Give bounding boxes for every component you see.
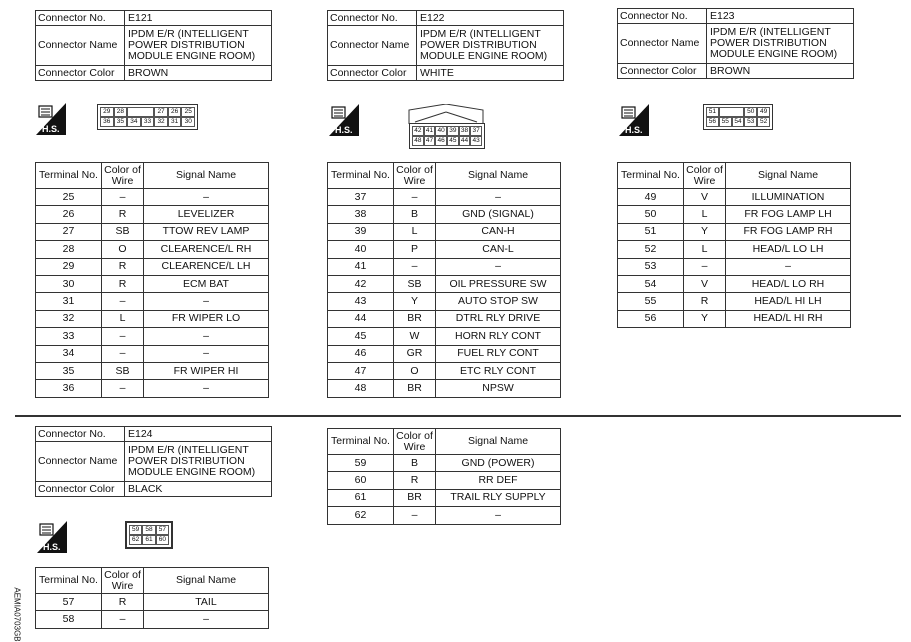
signal-name-cell: HEAD/L LO RH: [726, 275, 851, 292]
hs-label: H.S.: [43, 542, 61, 552]
signal-name-cell: CLEARENCE/L RH: [144, 241, 269, 258]
signal-name-cell: –: [436, 258, 561, 275]
connector-latch-shape: [405, 104, 487, 124]
connector-name: IPDM E/R (INTELLIGENT POWER DISTRIBUTION MODULE ENGINE ROOM): [417, 26, 564, 66]
wire-color-cell: P: [394, 241, 436, 258]
table-row: [36, 241, 269, 258]
header-terminal-no: Terminal No.: [328, 163, 394, 189]
pin-cell: 57: [156, 525, 169, 535]
figure-code: AEMIA0703GB: [12, 587, 22, 642]
wire-color-cell: –: [102, 328, 144, 345]
pin-cell: 30: [181, 117, 195, 127]
wire-color-cell: L: [394, 223, 436, 240]
table-row: [328, 362, 561, 379]
wire-color-cell: V: [684, 275, 726, 292]
pin-cell: 29: [100, 107, 114, 117]
pin-cell: 35: [114, 117, 128, 127]
label: Connector Color: [328, 66, 417, 81]
wire-color-cell: –: [102, 611, 144, 628]
wire-color-cell: BR: [394, 489, 436, 506]
signal-name-cell: HORN RLY CONT: [436, 328, 561, 345]
pin-cell: 40: [435, 126, 447, 136]
signal-name-cell: GND (POWER): [436, 455, 561, 472]
signal-name-cell: FR FOG LAMP LH: [726, 206, 851, 223]
label: Connector Name: [36, 442, 125, 482]
signal-name-cell: GND (SIGNAL): [436, 206, 561, 223]
terminal-no-cell: 47: [328, 362, 394, 379]
header-signal-name: Signal Name: [144, 568, 269, 594]
connector-no: E122: [417, 11, 564, 26]
wire-color-cell: Y: [394, 293, 436, 310]
table-row: [328, 241, 561, 258]
pin-cell: 61: [142, 535, 155, 545]
signal-name-cell: FUEL RLY CONT: [436, 345, 561, 362]
terminal-no-cell: 42: [328, 275, 394, 292]
label: Connector Name: [618, 24, 707, 64]
header-signal-name: Signal Name: [726, 163, 851, 189]
pin-cell: 42: [412, 126, 424, 136]
table-row: [36, 362, 269, 379]
table-row: [36, 594, 269, 611]
signal-name-cell: FR WIPER LO: [144, 310, 269, 327]
pin-cell: 59: [129, 525, 142, 535]
table-row: [36, 310, 269, 327]
terminal-no-cell: 59: [328, 455, 394, 472]
table-row: [36, 189, 269, 206]
header-color-of-wire: Color of Wire: [684, 163, 726, 189]
connector-name: IPDM E/R (INTELLIGENT POWER DISTRIBUTION MODULE ENGINE ROOM): [125, 26, 272, 66]
wire-color-cell: R: [394, 472, 436, 489]
wire-color-cell: O: [102, 241, 144, 258]
pin-cell: 27: [154, 107, 168, 117]
pin-cell: 33: [141, 117, 155, 127]
table-row: [328, 293, 561, 310]
wire-color-cell: Y: [684, 310, 726, 327]
signal-name-cell: LEVELIZER: [144, 206, 269, 223]
hs-harness-side-icon: [37, 521, 67, 553]
pin-cell: 41: [424, 126, 436, 136]
signal-name-cell: TAIL: [144, 594, 269, 611]
signal-name-cell: CAN-H: [436, 223, 561, 240]
pin-cell: 37: [470, 126, 482, 136]
terminal-no-cell: 28: [36, 241, 102, 258]
header-terminal-no: Terminal No.: [618, 163, 684, 189]
wire-color-cell: R: [102, 258, 144, 275]
table-row: [618, 241, 851, 258]
wire-color-cell: –: [394, 507, 436, 524]
signal-name-cell: HEAD/L HI LH: [726, 293, 851, 310]
connector-color: BROWN: [125, 66, 272, 81]
connector-color: BLACK: [125, 482, 272, 497]
label: Connector No.: [618, 9, 707, 24]
hs-harness-side-icon: [36, 103, 66, 135]
terminal-no-cell: 61: [328, 489, 394, 506]
table-row: [328, 189, 561, 206]
signal-name-cell: –: [436, 189, 561, 206]
connector-face-e122: [409, 123, 485, 149]
signal-name-cell: –: [144, 328, 269, 345]
wire-color-cell: R: [102, 594, 144, 611]
header-color-of-wire: Color of Wire: [102, 163, 144, 189]
pin-cell: 34: [127, 117, 141, 127]
label: Connector No.: [328, 11, 417, 26]
table-row: [36, 293, 269, 310]
pin-cell: 53: [744, 117, 757, 127]
hs-label: H.S.: [335, 125, 353, 135]
signal-name-cell: TRAIL RLY SUPPLY: [436, 489, 561, 506]
pin-cell: 43: [470, 136, 482, 146]
signal-name-cell: FR WIPER HI: [144, 362, 269, 379]
terminal-no-cell: 31: [36, 293, 102, 310]
table-row: [328, 258, 561, 275]
header-color-of-wire: Color of Wire: [102, 568, 144, 594]
terminal-no-cell: 27: [36, 223, 102, 240]
wire-color-cell: BR: [394, 380, 436, 397]
table-row: [618, 275, 851, 292]
signal-name-cell: OIL PRESSURE SW: [436, 275, 561, 292]
pin-cell: 26: [168, 107, 182, 117]
label: Connector Name: [36, 26, 125, 66]
pin-blank: [127, 107, 154, 117]
pin-cell: 36: [100, 117, 114, 127]
terminal-no-cell: 52: [618, 241, 684, 258]
pin-cell: 47: [424, 136, 436, 146]
pin-cell: 50: [744, 107, 757, 117]
signal-name-cell: –: [436, 507, 561, 524]
pin-cell: 54: [732, 117, 745, 127]
table-row: [328, 206, 561, 223]
header-signal-name: Signal Name: [436, 429, 561, 455]
pin-cell: 62: [129, 535, 142, 545]
header-color-of-wire: Color of Wire: [394, 163, 436, 189]
terminal-no-cell: 45: [328, 328, 394, 345]
header-signal-name: Signal Name: [144, 163, 269, 189]
wire-color-cell: –: [102, 293, 144, 310]
connector-color: BROWN: [707, 64, 854, 79]
signal-name-cell: –: [726, 258, 851, 275]
table-row: [328, 507, 561, 524]
wire-color-cell: BR: [394, 310, 436, 327]
connector-color: WHITE: [417, 66, 564, 81]
connector-face-e124: [125, 521, 173, 549]
header-terminal-no: Terminal No.: [36, 163, 102, 189]
wire-color-cell: R: [102, 206, 144, 223]
terminal-no-cell: 55: [618, 293, 684, 310]
pin-cell: 25: [181, 107, 195, 117]
terminal-no-cell: 40: [328, 241, 394, 258]
table-row: [618, 310, 851, 327]
connector-name: IPDM E/R (INTELLIGENT POWER DISTRIBUTION MODULE ENGINE ROOM): [125, 442, 272, 482]
terminal-table-e124-continued: [327, 428, 561, 525]
signal-name-cell: AUTO STOP SW: [436, 293, 561, 310]
table-row: [36, 345, 269, 362]
signal-name-cell: RR DEF: [436, 472, 561, 489]
terminal-no-cell: 48: [328, 380, 394, 397]
table-row: [328, 380, 561, 397]
label: Connector No.: [36, 427, 125, 442]
label: Connector Color: [618, 64, 707, 79]
pin-cell: 52: [757, 117, 770, 127]
wire-color-cell: SB: [102, 362, 144, 379]
wire-color-cell: L: [102, 310, 144, 327]
table-row: [618, 189, 851, 206]
table-row: [618, 293, 851, 310]
terminal-no-cell: 58: [36, 611, 102, 628]
table-row: [618, 206, 851, 223]
wire-color-cell: –: [684, 258, 726, 275]
table-row: [618, 258, 851, 275]
table-row: [328, 223, 561, 240]
section-divider: [15, 415, 901, 417]
terminal-no-cell: 35: [36, 362, 102, 379]
connector-face-e123: [703, 104, 773, 130]
label: Connector Color: [36, 66, 125, 81]
connector-info-e121: [35, 10, 272, 81]
pin-cell: 45: [447, 136, 459, 146]
terminal-no-cell: 30: [36, 275, 102, 292]
wire-color-cell: SB: [394, 275, 436, 292]
pin-cell: 60: [156, 535, 169, 545]
pin-cell: 28: [114, 107, 128, 117]
terminal-no-cell: 25: [36, 189, 102, 206]
terminal-no-cell: 50: [618, 206, 684, 223]
header-color-of-wire: Color of Wire: [394, 429, 436, 455]
terminal-no-cell: 60: [328, 472, 394, 489]
signal-name-cell: ETC RLY CONT: [436, 362, 561, 379]
signal-name-cell: –: [144, 345, 269, 362]
signal-name-cell: –: [144, 293, 269, 310]
wire-color-cell: W: [394, 328, 436, 345]
terminal-table-e121: [35, 162, 269, 398]
wire-color-cell: L: [684, 241, 726, 258]
terminal-no-cell: 49: [618, 189, 684, 206]
connector-no: E124: [125, 427, 272, 442]
signal-name-cell: ECM BAT: [144, 275, 269, 292]
pin-cell: 31: [168, 117, 182, 127]
table-row: [328, 472, 561, 489]
connector-face-e122-housing: [405, 104, 487, 148]
connector-no: E121: [125, 11, 272, 26]
terminal-no-cell: 57: [36, 594, 102, 611]
table-row: [36, 611, 269, 628]
pin-cell: 39: [447, 126, 459, 136]
signal-name-cell: –: [144, 189, 269, 206]
pin-cell: 55: [719, 117, 732, 127]
pin-cell: 44: [459, 136, 471, 146]
header-terminal-no: Terminal No.: [36, 568, 102, 594]
terminal-no-cell: 46: [328, 345, 394, 362]
signal-name-cell: HEAD/L HI RH: [726, 310, 851, 327]
table-row: [328, 345, 561, 362]
terminal-no-cell: 51: [618, 223, 684, 240]
wire-color-cell: R: [684, 293, 726, 310]
wire-color-cell: Y: [684, 223, 726, 240]
wire-color-cell: L: [684, 206, 726, 223]
table-row: [328, 489, 561, 506]
pin-cell: 38: [459, 126, 471, 136]
signal-name-cell: TTOW REV LAMP: [144, 223, 269, 240]
header-terminal-no: Terminal No.: [328, 429, 394, 455]
terminal-no-cell: 39: [328, 223, 394, 240]
terminal-no-cell: 53: [618, 258, 684, 275]
connector-name: IPDM E/R (INTELLIGENT POWER DISTRIBUTION MODULE ENGINE ROOM): [707, 24, 854, 64]
pin-cell: 58: [142, 525, 155, 535]
table-row: [36, 328, 269, 345]
connector-info-e123: [617, 8, 854, 79]
table-row: [618, 223, 851, 240]
signal-name-cell: –: [144, 380, 269, 397]
pin-cell: 49: [757, 107, 770, 117]
terminal-no-cell: 37: [328, 189, 394, 206]
table-row: [328, 328, 561, 345]
table-row: [328, 310, 561, 327]
hs-harness-side-icon: [619, 104, 649, 136]
wire-color-cell: SB: [102, 223, 144, 240]
connector-face-e121: [97, 104, 198, 130]
signal-name-cell: CLEARENCE/L LH: [144, 258, 269, 275]
signal-name-cell: HEAD/L LO LH: [726, 241, 851, 258]
table-row: [36, 206, 269, 223]
terminal-no-cell: 29: [36, 258, 102, 275]
pin-cell: 32: [154, 117, 168, 127]
terminal-no-cell: 33: [36, 328, 102, 345]
wire-color-cell: GR: [394, 345, 436, 362]
terminal-no-cell: 32: [36, 310, 102, 327]
wire-color-cell: B: [394, 455, 436, 472]
pin-cell: 46: [435, 136, 447, 146]
hs-label: H.S.: [625, 125, 643, 135]
label: Connector Name: [328, 26, 417, 66]
table-row: [328, 455, 561, 472]
terminal-no-cell: 34: [36, 345, 102, 362]
signal-name-cell: NPSW: [436, 380, 561, 397]
wire-color-cell: –: [394, 189, 436, 206]
signal-name-cell: FR FOG LAMP RH: [726, 223, 851, 240]
header-signal-name: Signal Name: [436, 163, 561, 189]
label: Connector No.: [36, 11, 125, 26]
terminal-no-cell: 54: [618, 275, 684, 292]
wire-color-cell: –: [102, 380, 144, 397]
signal-name-cell: DTRL RLY DRIVE: [436, 310, 561, 327]
table-row: [328, 275, 561, 292]
wire-color-cell: B: [394, 206, 436, 223]
table-row: [36, 275, 269, 292]
terminal-no-cell: 44: [328, 310, 394, 327]
terminal-no-cell: 41: [328, 258, 394, 275]
terminal-no-cell: 26: [36, 206, 102, 223]
table-row: [36, 258, 269, 275]
connector-info-e122: [327, 10, 564, 81]
table-row: [36, 380, 269, 397]
wire-color-cell: R: [102, 275, 144, 292]
connector-info-e124: [35, 426, 272, 497]
terminal-no-cell: 56: [618, 310, 684, 327]
hs-label: H.S.: [42, 124, 60, 134]
label: Connector Color: [36, 482, 125, 497]
wire-color-cell: –: [102, 345, 144, 362]
pin-cell: 56: [706, 117, 719, 127]
terminal-table-e122: [327, 162, 561, 398]
wire-color-cell: V: [684, 189, 726, 206]
terminal-no-cell: 36: [36, 380, 102, 397]
signal-name-cell: CAN-L: [436, 241, 561, 258]
terminal-table-e124: [35, 567, 269, 629]
pin-blank: [719, 107, 745, 117]
terminal-no-cell: 43: [328, 293, 394, 310]
signal-name-cell: –: [144, 611, 269, 628]
terminal-no-cell: 62: [328, 507, 394, 524]
hs-harness-side-icon: [329, 104, 359, 136]
pin-cell: 48: [412, 136, 424, 146]
signal-name-cell: ILLUMINATION: [726, 189, 851, 206]
wire-color-cell: –: [102, 189, 144, 206]
connector-no: E123: [707, 9, 854, 24]
wire-color-cell: O: [394, 362, 436, 379]
wire-color-cell: –: [394, 258, 436, 275]
terminal-no-cell: 38: [328, 206, 394, 223]
table-row: [36, 223, 269, 240]
pin-cell: 51: [706, 107, 719, 117]
terminal-table-e123: [617, 162, 851, 328]
